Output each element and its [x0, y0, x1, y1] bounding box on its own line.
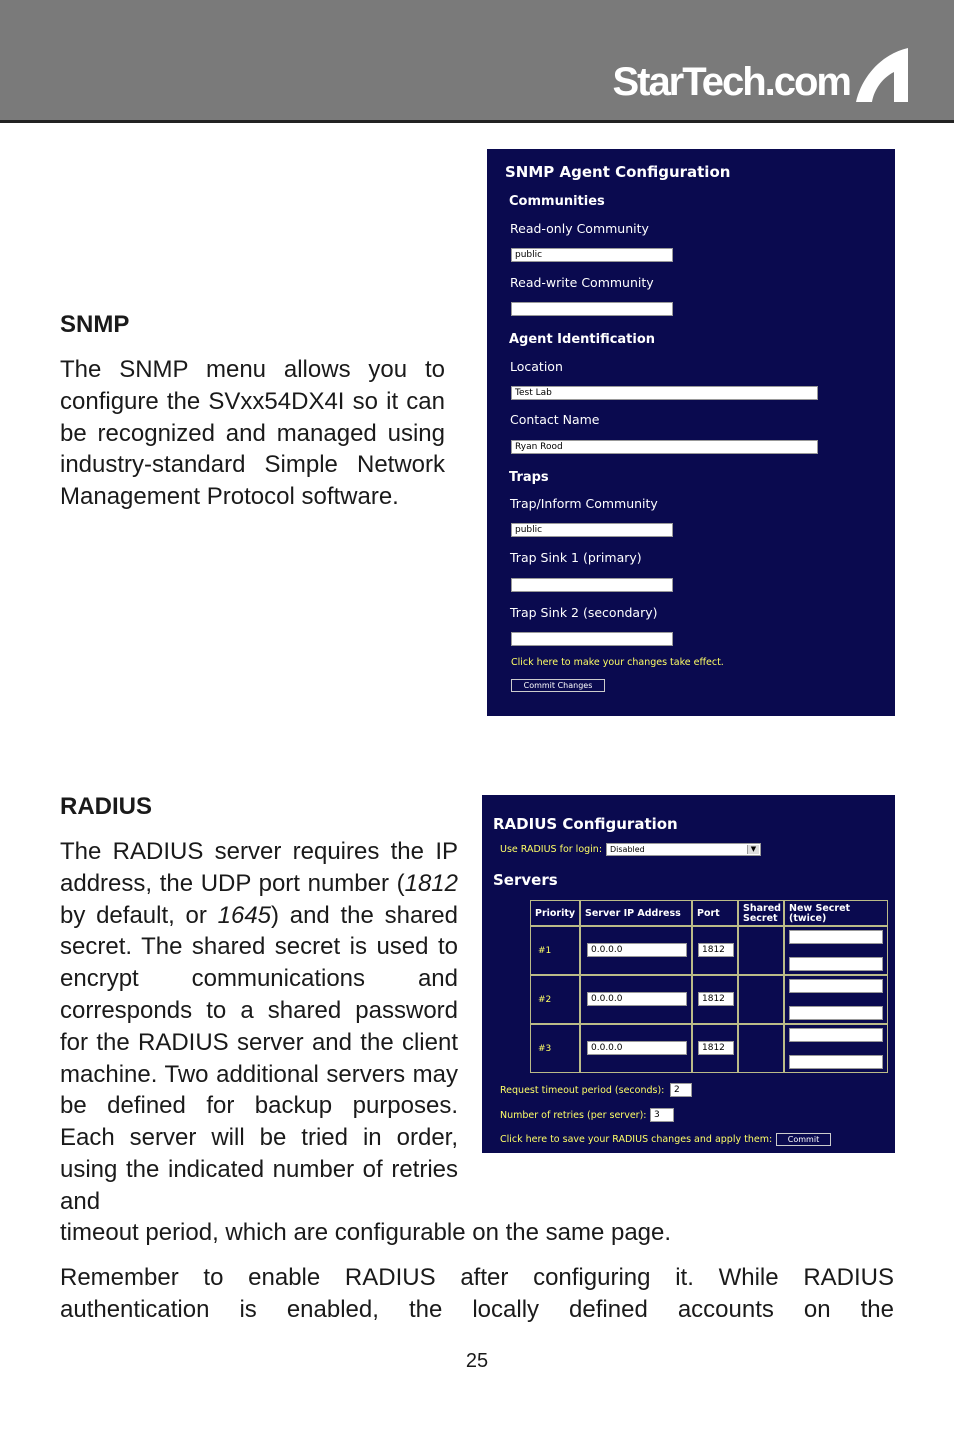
- contact-name-input[interactable]: Ryan Rood: [511, 440, 818, 454]
- radius-reminder: Remember to enable RADIUS after configuring it. While RADIUS authentication is enabled, the locally defined accounts on the: [60, 1264, 894, 1323]
- trap-community-label: Trap/Inform Community: [510, 496, 658, 511]
- radius-port-alt: 1645: [217, 901, 272, 929]
- server-ip-input[interactable]: 0.0.0.0: [587, 992, 687, 1006]
- row-new-secret-cell: [784, 975, 888, 1024]
- row-new-secret-cell: [784, 1024, 888, 1073]
- col-new-secret-header: [784, 900, 888, 926]
- row-shared-secret-cell: [738, 975, 784, 1024]
- snmp-description: The SNMP menu allows you to configure the SVxx54DX4I so it can be recognized and managed using industry-standard Simple Network Management Protocol software.: [60, 356, 445, 511]
- brand-logo-text: StarTech.com: [612, 60, 850, 104]
- radius-port-default: 1812: [404, 869, 458, 897]
- trap-community-input[interactable]: public: [511, 523, 673, 537]
- retries-input[interactable]: 3: [650, 1108, 674, 1122]
- col-new-line1: New Secret: [789, 903, 851, 914]
- radius-text-a: The RADIUS server requires the IP address, the UDP port number (: [60, 838, 458, 897]
- retries-label: Number of retries (per server):: [500, 1110, 647, 1121]
- col-priority-header: Priority: [530, 900, 580, 926]
- new-secret-input[interactable]: [789, 1028, 883, 1042]
- row-ip-cell: [580, 926, 692, 975]
- use-radius-label: Use RADIUS for login:: [500, 844, 603, 855]
- servers-heading: Servers: [493, 871, 558, 889]
- radius-text-c: ) and the shared secret. The shared secret is used to encrypt communications and corresponds to a shared password for the RADIUS server and the client machine. Two additional servers may be defined for backup purposes. Each server will be tried in order, using the indicated number of retries and: [60, 901, 458, 1215]
- table-row: [530, 926, 580, 975]
- brand-swoosh-icon: [854, 46, 910, 104]
- radius-description: [60, 836, 458, 1218]
- row-shared-secret-cell: [738, 1024, 784, 1073]
- server-ip-input[interactable]: 0.0.0.0: [587, 1041, 687, 1055]
- use-radius-select[interactable]: [606, 843, 761, 856]
- row-new-secret-cell: [784, 926, 888, 975]
- radius-description-cont: timeout period, which are configurable on the same page.: [60, 1219, 672, 1246]
- new-secret-input[interactable]: [789, 979, 883, 993]
- row-priority: #2: [538, 995, 552, 1005]
- radius-config-panel: [482, 795, 895, 1153]
- timeout-label: Request timeout period (seconds):: [500, 1085, 665, 1096]
- location-label: Location: [510, 359, 563, 374]
- col-shared-secret-header: [738, 900, 784, 926]
- commit-hint: Click here to make your changes take effect.: [511, 657, 724, 668]
- trap-sink2-label: Trap Sink 2 (secondary): [510, 605, 658, 620]
- use-radius-value: Disabled: [610, 845, 645, 854]
- chevron-down-icon[interactable]: ▼: [747, 845, 759, 854]
- traps-heading: Traps: [509, 470, 549, 485]
- radius-text-b: by default, or: [60, 901, 218, 929]
- row-port-cell: [692, 926, 738, 975]
- timeout-input[interactable]: 2: [670, 1083, 692, 1097]
- radius-panel-title: RADIUS Configuration: [493, 815, 678, 833]
- row-port-cell: [692, 975, 738, 1024]
- brand-logo: [612, 44, 910, 104]
- server-port-input[interactable]: 1812: [698, 943, 734, 957]
- rw-community-label: Read-write Community: [510, 275, 654, 290]
- new-secret-confirm-input[interactable]: [789, 1006, 883, 1020]
- rw-community-input[interactable]: [511, 302, 673, 316]
- col-ip-header: Server IP Address: [580, 900, 692, 926]
- location-input[interactable]: Test Lab: [511, 386, 818, 400]
- contact-name-label: Contact Name: [510, 412, 600, 427]
- new-secret-confirm-input[interactable]: [789, 1055, 883, 1069]
- row-ip-cell: [580, 975, 692, 1024]
- table-row: [530, 975, 580, 1024]
- row-port-cell: [692, 1024, 738, 1073]
- col-shared-line1: Shared: [743, 903, 781, 914]
- ro-community-input[interactable]: public: [511, 248, 673, 262]
- server-port-input[interactable]: 1812: [698, 992, 734, 1006]
- save-radius-label: Click here to save your RADIUS changes and apply them:: [500, 1134, 773, 1145]
- row-priority: #1: [538, 946, 552, 956]
- radius-commit-button[interactable]: Commit: [776, 1133, 831, 1146]
- communities-heading: Communities: [509, 194, 605, 209]
- header-rule: [0, 120, 954, 123]
- radius-heading: RADIUS: [60, 793, 153, 820]
- snmp-panel-title: SNMP Agent Configuration: [505, 163, 731, 181]
- new-secret-input[interactable]: [789, 930, 883, 944]
- row-ip-cell: [580, 1024, 692, 1073]
- new-secret-confirm-input[interactable]: [789, 957, 883, 971]
- trap-sink1-label: Trap Sink 1 (primary): [510, 550, 642, 565]
- col-new-line2: (twice): [789, 913, 827, 924]
- row-priority: #3: [538, 1044, 552, 1054]
- col-port-header: Port: [692, 900, 738, 926]
- server-ip-input[interactable]: 0.0.0.0: [587, 943, 687, 957]
- trap-sink2-input[interactable]: [511, 632, 673, 646]
- snmp-config-panel: [487, 149, 895, 716]
- ro-community-label: Read-only Community: [510, 221, 649, 236]
- page-header: [0, 0, 954, 120]
- page-number: 25: [465, 1350, 489, 1372]
- row-shared-secret-cell: [738, 926, 784, 975]
- servers-table: [530, 900, 888, 1174]
- table-row: [530, 1024, 580, 1073]
- trap-sink1-input[interactable]: [511, 578, 673, 592]
- server-port-input[interactable]: 1812: [698, 1041, 734, 1055]
- snmp-heading: SNMP: [60, 311, 130, 338]
- col-shared-line2: Secret: [743, 913, 778, 924]
- commit-changes-button[interactable]: Commit Changes: [511, 679, 605, 692]
- agent-identification-heading: Agent Identification: [509, 332, 656, 347]
